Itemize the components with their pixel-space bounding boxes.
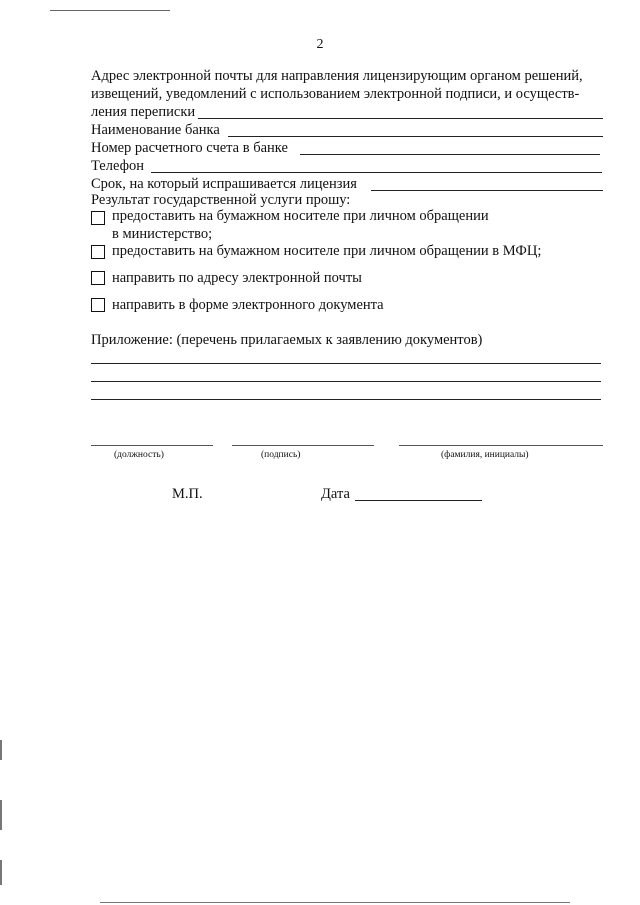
phone-label: Телефон (91, 158, 144, 174)
position-caption: (должность) (114, 450, 164, 460)
email-checkbox[interactable] (91, 271, 105, 285)
attachment-line-3[interactable] (91, 399, 601, 400)
term-label: Срок, на который испрашивается лицензия (91, 176, 357, 192)
account-field[interactable] (300, 154, 600, 155)
email-option-label: направить по адресу электронной почты (112, 270, 362, 286)
attachment-label: Приложение: (перечень прилагаемых к заявлению документов) (91, 332, 483, 348)
paper-ministry-checkbox[interactable] (91, 211, 105, 225)
paper-mfc-label: предоставить на бумажном носителе при личном обращении в МФЦ; (112, 243, 542, 259)
email-field[interactable] (198, 118, 603, 119)
footer-rule (100, 902, 570, 903)
paper-ministry-label-cont: в министерство; (112, 226, 213, 242)
name-line[interactable] (399, 445, 603, 446)
bank-field[interactable] (228, 136, 603, 137)
name-caption: (фамилия, инициалы) (441, 450, 529, 460)
attachment-line-1[interactable] (91, 363, 601, 364)
account-label: Номер расчетного счета в банке (91, 140, 288, 156)
electronic-doc-checkbox[interactable] (91, 298, 105, 312)
position-line[interactable] (91, 445, 213, 446)
phone-field[interactable] (151, 172, 602, 173)
signature-line[interactable] (232, 445, 374, 446)
seal-label: М.П. (172, 486, 203, 502)
date-field[interactable] (355, 500, 482, 501)
email-line-1: Адрес электронной почты для направления лицензирующим органом решений, (91, 68, 583, 84)
paper-ministry-label: предоставить на бумажном носителе при личном обращении (112, 208, 489, 224)
paper-mfc-checkbox[interactable] (91, 245, 105, 259)
result-header: Результат государственной услуги прошу: (91, 192, 351, 208)
electronic-doc-label: направить в форме электронного документа (112, 297, 384, 313)
scan-mark (0, 860, 2, 885)
page-number: 2 (316, 37, 324, 52)
email-line-2: извещений, уведомлений с использованием электронной подписи, и осуществ- (91, 86, 580, 102)
signature-caption: (подпись) (261, 450, 301, 460)
bank-label: Наименование банка (91, 122, 220, 138)
date-label: Дата (321, 486, 350, 502)
email-line-3: ления переписки (91, 104, 196, 120)
scan-mark (0, 740, 2, 760)
scan-mark (0, 800, 2, 830)
term-field[interactable] (371, 190, 603, 191)
attachment-line-2[interactable] (91, 381, 601, 382)
top-rule (50, 10, 170, 11)
